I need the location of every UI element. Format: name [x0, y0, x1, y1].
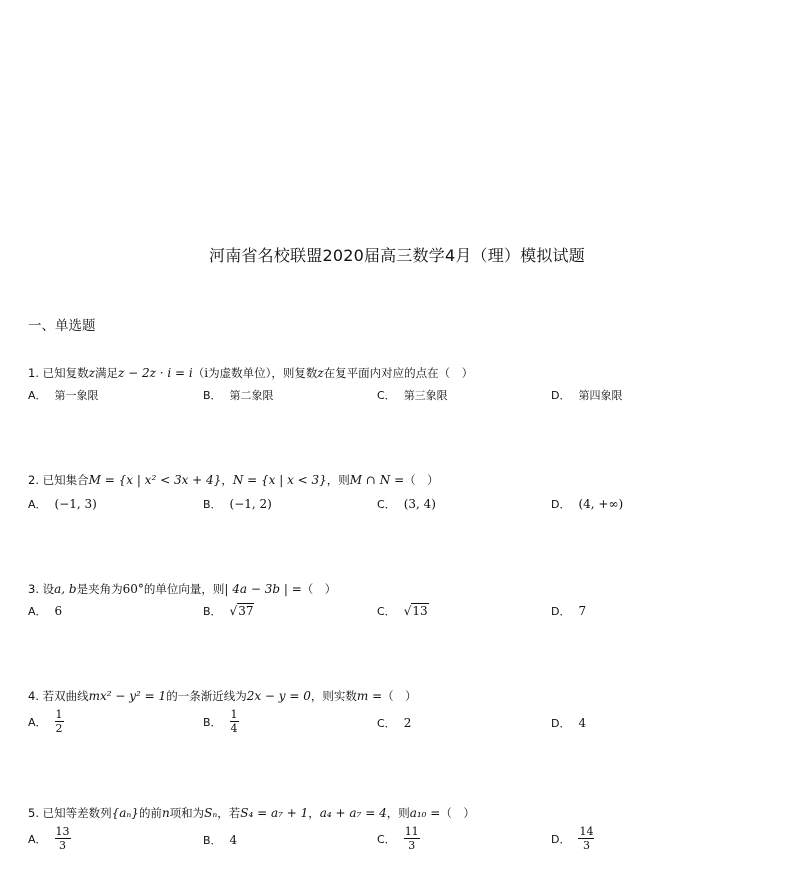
stem-math: z [88, 366, 95, 380]
denominator: 3 [59, 839, 67, 852]
fraction [55, 708, 64, 735]
option-text: 第三象限 [403, 389, 448, 402]
question-3-options [28, 603, 748, 637]
question-5-stem [28, 805, 475, 821]
section-heading: 一、单选题 [28, 318, 96, 334]
option-text: 2 [403, 716, 412, 730]
denominator: 3 [408, 839, 416, 852]
option-label: A． [28, 389, 47, 402]
option-label: C． [377, 832, 396, 846]
option-text: 4 [229, 833, 238, 847]
numerator: 13 [55, 825, 70, 838]
stem-text: （ ） [382, 689, 417, 703]
option-text: 4 [578, 716, 587, 730]
stem-math: i [204, 366, 209, 380]
stem-math: M = {x | x² < 3x + 4} [88, 473, 222, 487]
option-label: D． [551, 389, 571, 402]
option-text: 7 [578, 604, 587, 618]
stem-math: {aₙ} [111, 806, 139, 820]
option-label: C． [377, 717, 396, 730]
sqrt-expression: √37 [229, 604, 254, 618]
stem-math: z [317, 366, 324, 380]
option-text: (4, +∞) [578, 497, 624, 511]
numerator: 11 [404, 825, 419, 838]
radicand: 37 [238, 604, 254, 618]
option-label: B． [203, 605, 222, 618]
stem-text: 是夹角为 [76, 582, 123, 596]
stem-math: S₄ = a₇ + 1 [240, 806, 309, 820]
stem-math: 2x − y = 0 [246, 689, 311, 703]
option-text: 第四象限 [578, 389, 623, 402]
option-a [28, 387, 99, 403]
option-label: C． [377, 498, 396, 511]
option-b [203, 603, 254, 619]
option-text: (3, 4) [403, 497, 436, 511]
question-3-stem [28, 581, 336, 597]
stem-text: 5. 已知等差数列 [28, 806, 112, 820]
stem-text: 的一条渐近线为 [166, 689, 247, 703]
option-label: D． [551, 605, 571, 618]
stem-math: N = {x | x < 3} [232, 473, 327, 487]
option-d [551, 715, 586, 731]
stem-text: ， [221, 473, 233, 487]
sqrt-expression: √13 [403, 604, 428, 618]
stem-text: 3. 设 [28, 582, 55, 596]
option-label: B． [203, 389, 222, 402]
option-c [377, 603, 429, 619]
option-d [551, 387, 622, 403]
option-b [203, 387, 274, 403]
stem-math: 60° [122, 582, 144, 596]
stem-text: 为虚数单位），则复数 [208, 366, 318, 380]
stem-text: （ ） [301, 582, 337, 596]
question-1-stem [28, 365, 473, 381]
stem-math: M ∩ N = [349, 473, 405, 487]
numerator: 14 [579, 825, 594, 838]
fraction [404, 825, 420, 852]
fraction [55, 825, 71, 852]
stem-text: ，若 [217, 806, 241, 820]
option-a [28, 825, 71, 852]
option-a [28, 496, 97, 512]
radicand: 13 [412, 604, 428, 618]
option-label: A． [28, 832, 47, 846]
option-label: B． [203, 498, 222, 511]
option-text: 第一象限 [54, 389, 99, 402]
fraction [230, 708, 239, 735]
option-label: B． [203, 715, 222, 729]
option-label: A． [28, 498, 47, 511]
stem-text: ， [308, 806, 320, 820]
stem-text: 满足 [94, 366, 118, 380]
denominator: 3 [582, 839, 590, 852]
option-text: (−1, 2) [229, 497, 272, 511]
option-label: D． [551, 717, 571, 730]
option-label: C． [377, 389, 396, 402]
stem-math: m = [356, 689, 383, 703]
stem-text: ，则 [386, 806, 410, 820]
option-label: A． [28, 715, 47, 729]
stem-math: mx² − y² = 1 [88, 689, 167, 703]
document-title: 河南省名校联盟2020届高三数学4月（理）模拟试题 [209, 246, 585, 265]
option-a [28, 708, 64, 735]
stem-math: a₄ + a₇ = 4 [319, 806, 387, 820]
numerator: 1 [230, 708, 238, 721]
denominator: 4 [230, 722, 238, 735]
option-c [377, 825, 420, 852]
denominator: 2 [55, 722, 63, 735]
option-label: C． [377, 605, 396, 618]
question-4-stem [28, 688, 417, 704]
question-2-options [28, 496, 748, 530]
option-b [203, 496, 272, 512]
stem-math: Sₙ [204, 806, 218, 820]
option-c [377, 387, 448, 403]
fraction [578, 825, 594, 852]
stem-text: （ ） [440, 806, 475, 820]
stem-text: （ ） [404, 473, 439, 487]
option-c [377, 715, 411, 731]
stem-math: z − 2z · i = i [117, 366, 193, 380]
numerator: 1 [55, 708, 63, 721]
option-label: D． [551, 498, 571, 511]
option-text: 6 [54, 604, 63, 618]
stem-text: 的前 [138, 806, 162, 820]
stem-text: ，则 [326, 473, 350, 487]
option-text: (−1, 3) [54, 497, 97, 511]
option-a [28, 603, 62, 619]
stem-text: （ [192, 366, 205, 380]
question-2-stem [28, 472, 439, 488]
option-d [551, 825, 594, 852]
stem-math: | 4a − 3b | = [224, 582, 302, 596]
stem-text: 的单位向量，则 [143, 582, 225, 596]
option-label: D． [551, 832, 571, 846]
stem-text: ，则实数 [310, 689, 357, 703]
option-c [377, 496, 436, 512]
option-b [203, 832, 237, 848]
stem-math: a, b [54, 582, 77, 596]
stem-text: 在复平面内对应的点在（ ） [323, 366, 474, 380]
stem-text: 项和为 [169, 806, 205, 820]
option-label: A． [28, 605, 47, 618]
question-4-options [28, 708, 748, 742]
option-d [551, 603, 586, 619]
option-b [203, 708, 239, 735]
stem-math: a₁₀ = [409, 806, 441, 820]
question-5-options [28, 825, 748, 859]
option-d [551, 496, 623, 512]
stem-text: 4. 若双曲线 [28, 689, 89, 703]
stem-math: n [161, 806, 170, 820]
option-label: B． [203, 834, 222, 847]
stem-text: 2. 已知集合 [28, 473, 89, 487]
stem-text: 1. 已知复数 [28, 366, 89, 380]
question-1-options [28, 387, 748, 421]
option-text: 第二象限 [229, 389, 274, 402]
